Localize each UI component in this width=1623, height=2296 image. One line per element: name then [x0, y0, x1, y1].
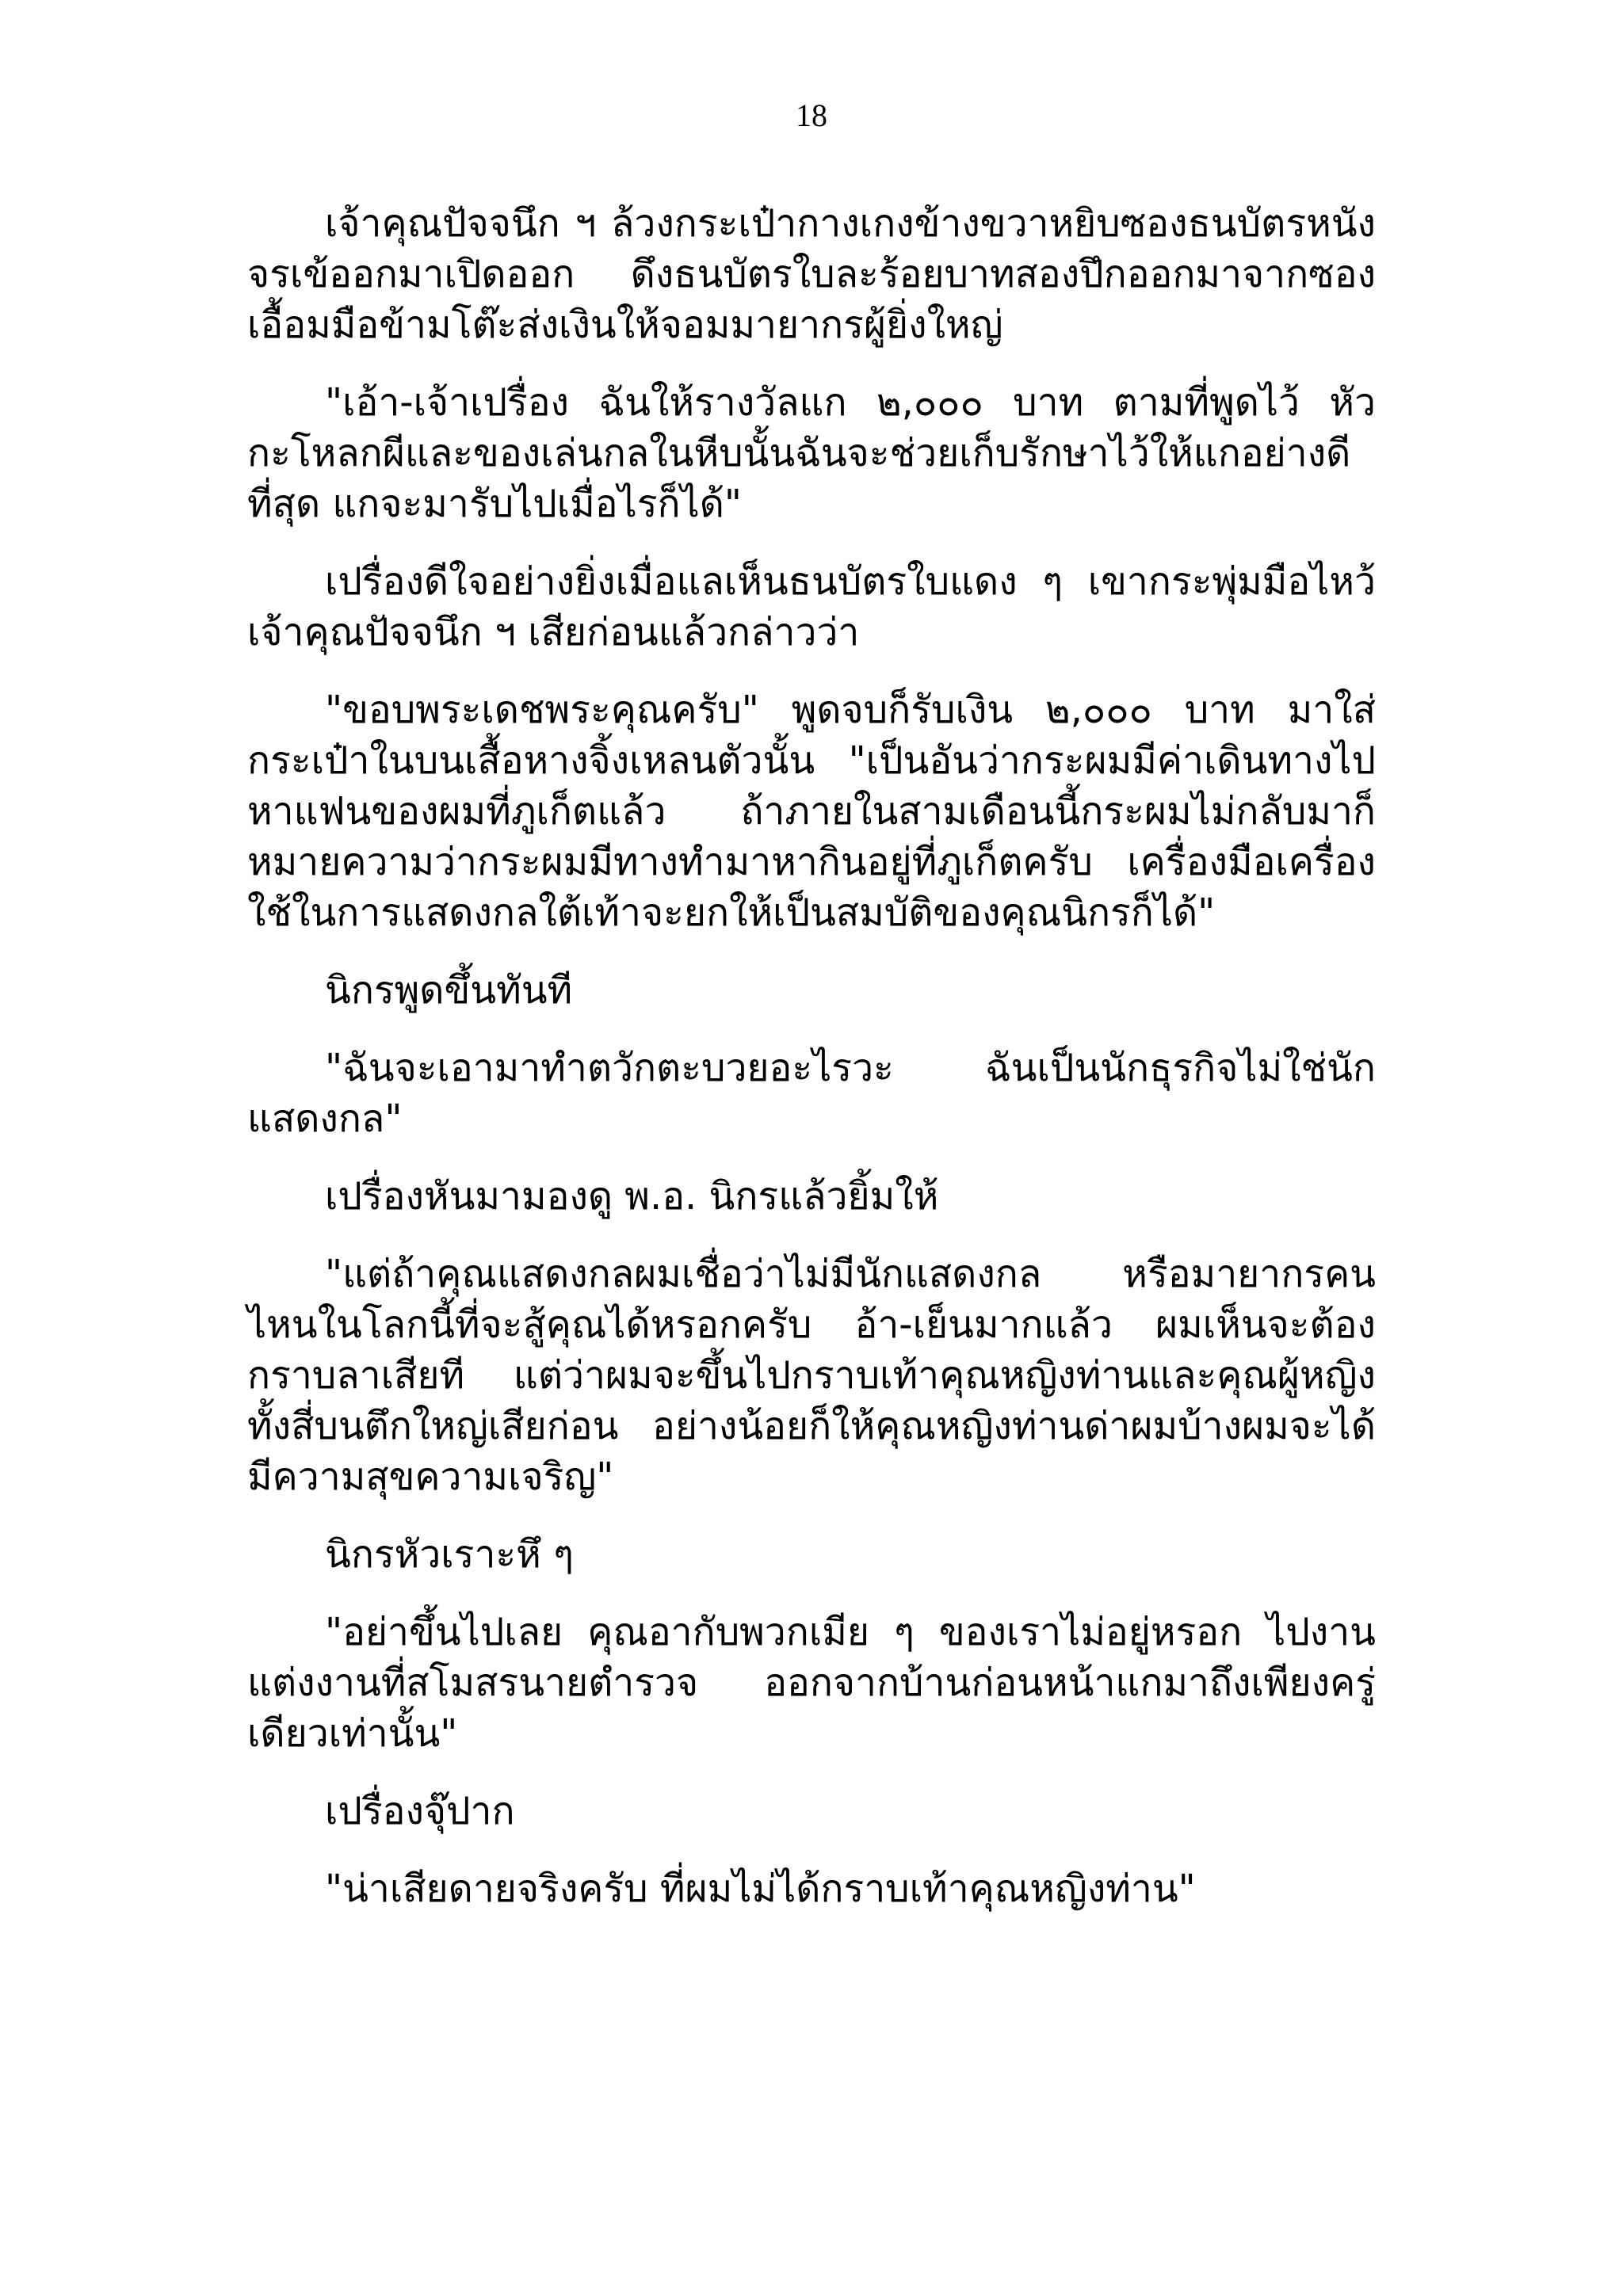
paragraph: "แต่ถ้าคุณแสดงกลผมเชื่อว่าไม่มีนักแสดงกล หรือมายากรคนไหนในโลกนี้ที่จะสู้คุณได้หรอกครับ อ้า-เย็นมากแล้ว ผมเห็นจะต้องกราบลาเสียที แต่ว่าผมจะขึ้นไปกราบเท้าคุณหญิงท่านและคุณผู้หญิงทั้งสี่บนตึกใหญ่เสียก่อน อย่างน้อยก็ให้คุณหญิงท่านด่าผมบ้างผมจะได้มีความสุขความเจริญ": [247, 1252, 1376, 1499]
paragraph: นิกรพูดขึ้นทันที: [325, 968, 573, 1013]
paragraph: เปรื่องหันมามองดู พ.อ. นิกรแล้วยิ้มให้: [325, 1174, 939, 1219]
body-text: [247, 198, 1376, 1941]
paragraph: "ขอบพระเดชพระคุณครับ" พูดจบก็รับเงิน ๒,๐๐๐ บาท มาใส่กระเป๋าในบนเสื้อหางจิ้งเหลนตัวนั้น "เป็นอันว่ากระผมมีค่าเดินทางไปหาแฟนของผมที่ภูเก็ตแล้ว ถ้าภายในสามเดือนนี้กระผมไม่กลับมาก็หมายความว่ากระผมมีทางทำมาหากินอยู่ที่ภูเก็ตครับ เครื่องมือเครื่องใช้ในการแสดงกลใต้เท้าจะยกให้เป็นสมบัติของคุณนิกรก็ได้": [247, 688, 1376, 935]
paragraph: เปรื่องจุ๊ปาก: [325, 1789, 515, 1833]
paragraph: นิกรหัวเราะหึ ๆ: [325, 1532, 574, 1577]
paragraph: "เอ้า-เจ้าเปรื่อง ฉันให้รางวัลแก ๒,๐๐๐ บาท ตามที่พูดไว้ หัวกะโหลกผีและของเล่นกลในหีบนั้นฉันจะช่วยเก็บรักษาไว้ให้แกอย่างดีที่สุด แกจะมารับไปเมื่อไรก็ได้": [247, 380, 1376, 526]
page-number: 18: [796, 97, 827, 133]
paragraph: เปรื่องดีใจอย่างยิ่งเมื่อแลเห็นธนบัตรใบแดง ๆ เขากระพุ่มมือไหว้เจ้าคุณปัจจนึก ฯ เสียก่อนแล้วกล่าวว่า: [247, 559, 1376, 654]
paragraph: "อย่าขึ้นไปเลย คุณอากับพวกเมีย ๆ ของเราไม่อยู่หรอก ไปงานแต่งงานที่สโมสรนายตำรวจ ออกจากบ้านก่อนหน้าแกมาถึงเพียงครู่เดียวเท่านั้น": [247, 1610, 1376, 1756]
paragraph: เจ้าคุณปัจจนึก ฯ ล้วงกระเป๋ากางเกงข้างขวาหยิบซองธนบัตรหนังจรเข้ออกมาเปิดออก ดึงธนบัตรใบละร้อยบาทสองปึกออกมาจากซอง เอื้อมมือข้ามโต๊ะส่งเงินให้จอมมายากรผู้ยิ่งใหญ่: [247, 201, 1376, 347]
paragraph: "ฉันจะเอามาทำตวักตะบวยอะไรวะ ฉันเป็นนักธุรกิจไม่ใช่นักแสดงกล": [247, 1046, 1376, 1141]
paragraph: "น่าเสียดายจริงครับ ที่ผมไม่ได้กราบเท้าคุณหญิงท่าน": [325, 1867, 1196, 1911]
